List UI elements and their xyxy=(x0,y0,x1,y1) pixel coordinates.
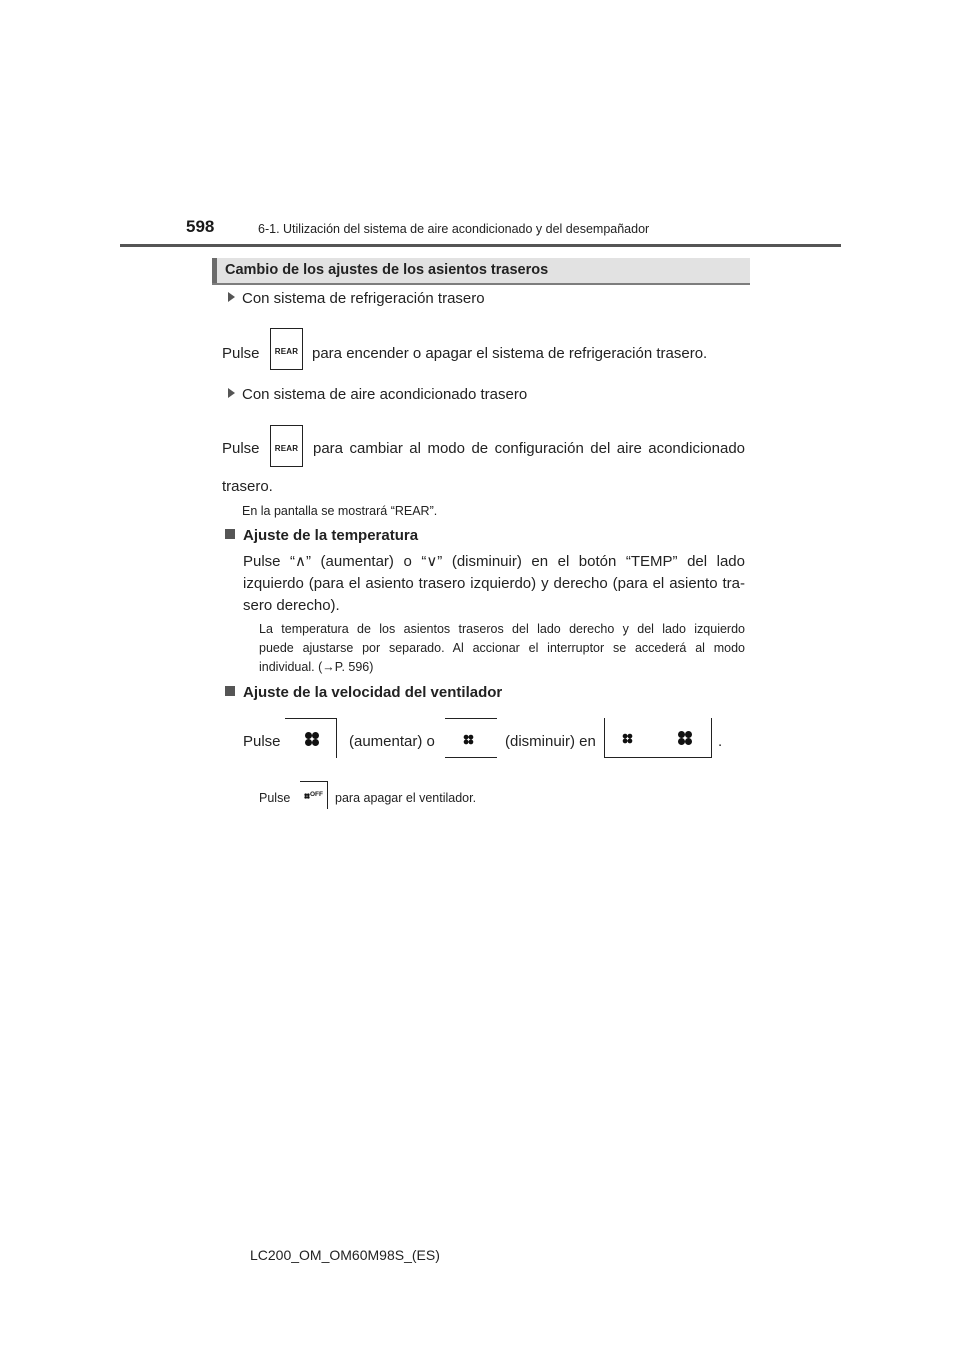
document-code: LC200_OM_OM60M98S_(ES) xyxy=(250,1247,440,1263)
fan-heading-text: Ajuste de la velocidad del ventilador xyxy=(243,684,503,701)
temperature-note-2: puede ajustarse por separado. Al accionar el interruptor se accederá al modo xyxy=(259,641,745,655)
bullet-rear-ac-text: Con sistema de aire acondicionado trasero xyxy=(242,386,528,403)
fan-heading xyxy=(225,684,502,701)
temperature-line-2: izquierdo (para el asiento trasero izquierdo) y derecho (para el asiento tra- xyxy=(243,575,745,592)
square-bullet-icon xyxy=(225,529,235,539)
triangle-bullet-icon xyxy=(228,388,235,398)
bullet-rear-cooling xyxy=(228,290,485,307)
fan-small-icon xyxy=(463,734,474,745)
rear-button-icon xyxy=(270,328,303,370)
square-bullet-icon xyxy=(225,686,235,696)
temperature-heading xyxy=(225,527,418,544)
cooling-pulse-label: Pulse xyxy=(222,345,260,362)
temperature-note-3: individual. (→P. 596) xyxy=(259,660,374,674)
section-heading-box xyxy=(212,258,750,285)
fan-switch-icon xyxy=(604,718,712,758)
fan-decrease-text: (disminuir) en xyxy=(505,733,596,750)
running-head: 6-1. Utilización del sistema de aire acondicionado y del desempañador xyxy=(258,222,650,236)
section-title: Cambio de los ajustes de los asientos traseros xyxy=(225,262,549,278)
fan-period: . xyxy=(718,733,723,750)
rear-button-label: REAR xyxy=(274,347,299,356)
fan-pulse-label: Pulse xyxy=(243,733,281,750)
cooling-instruction: para encender o apagar el sistema de refrigeración trasero. xyxy=(312,345,708,362)
fan-off-pulse-label: Pulse xyxy=(259,791,291,805)
fan-off-label: OFF xyxy=(310,791,323,798)
fan-large-icon xyxy=(677,730,693,746)
bullet-rear-cooling-text: Con sistema de refrigeración trasero xyxy=(242,290,485,307)
fan-small-icon xyxy=(622,733,633,744)
temperature-line-3: sero derecho). xyxy=(243,597,340,614)
rear-button-icon xyxy=(270,425,303,467)
fan-off-button-icon xyxy=(300,781,328,809)
fan-large-icon xyxy=(304,731,320,747)
bullet-rear-ac xyxy=(228,386,527,403)
ac-instruction-cont: trasero. xyxy=(222,478,273,495)
ac-instruction: para cambiar al modo de configuración del aire acondicionado xyxy=(313,440,745,457)
fan-increase-text: (aumentar) o xyxy=(349,733,435,750)
header-rule xyxy=(120,244,841,247)
temperature-note-1: La temperatura de los asientos traseros del lado derecho y del lado izquierdo xyxy=(259,622,745,636)
ac-note: En la pantalla se mostrará “REAR”. xyxy=(242,504,438,518)
fan-increase-button-icon xyxy=(285,718,337,758)
temperature-line-1: Pulse “∧” (aumentar) o “∨” (disminuir) en el botón “TEMP” del lado xyxy=(243,553,745,570)
triangle-bullet-icon xyxy=(228,292,235,302)
fan-decrease-button-icon xyxy=(445,718,497,758)
ac-pulse-label: Pulse xyxy=(222,440,260,457)
temperature-heading-text: Ajuste de la temperatura xyxy=(243,527,419,544)
rear-button-label: REAR xyxy=(274,444,299,453)
section-heading-bar xyxy=(212,258,217,283)
fan-off-instruction: para apagar el ventilador. xyxy=(335,791,477,805)
page-number: 598 xyxy=(186,217,215,236)
